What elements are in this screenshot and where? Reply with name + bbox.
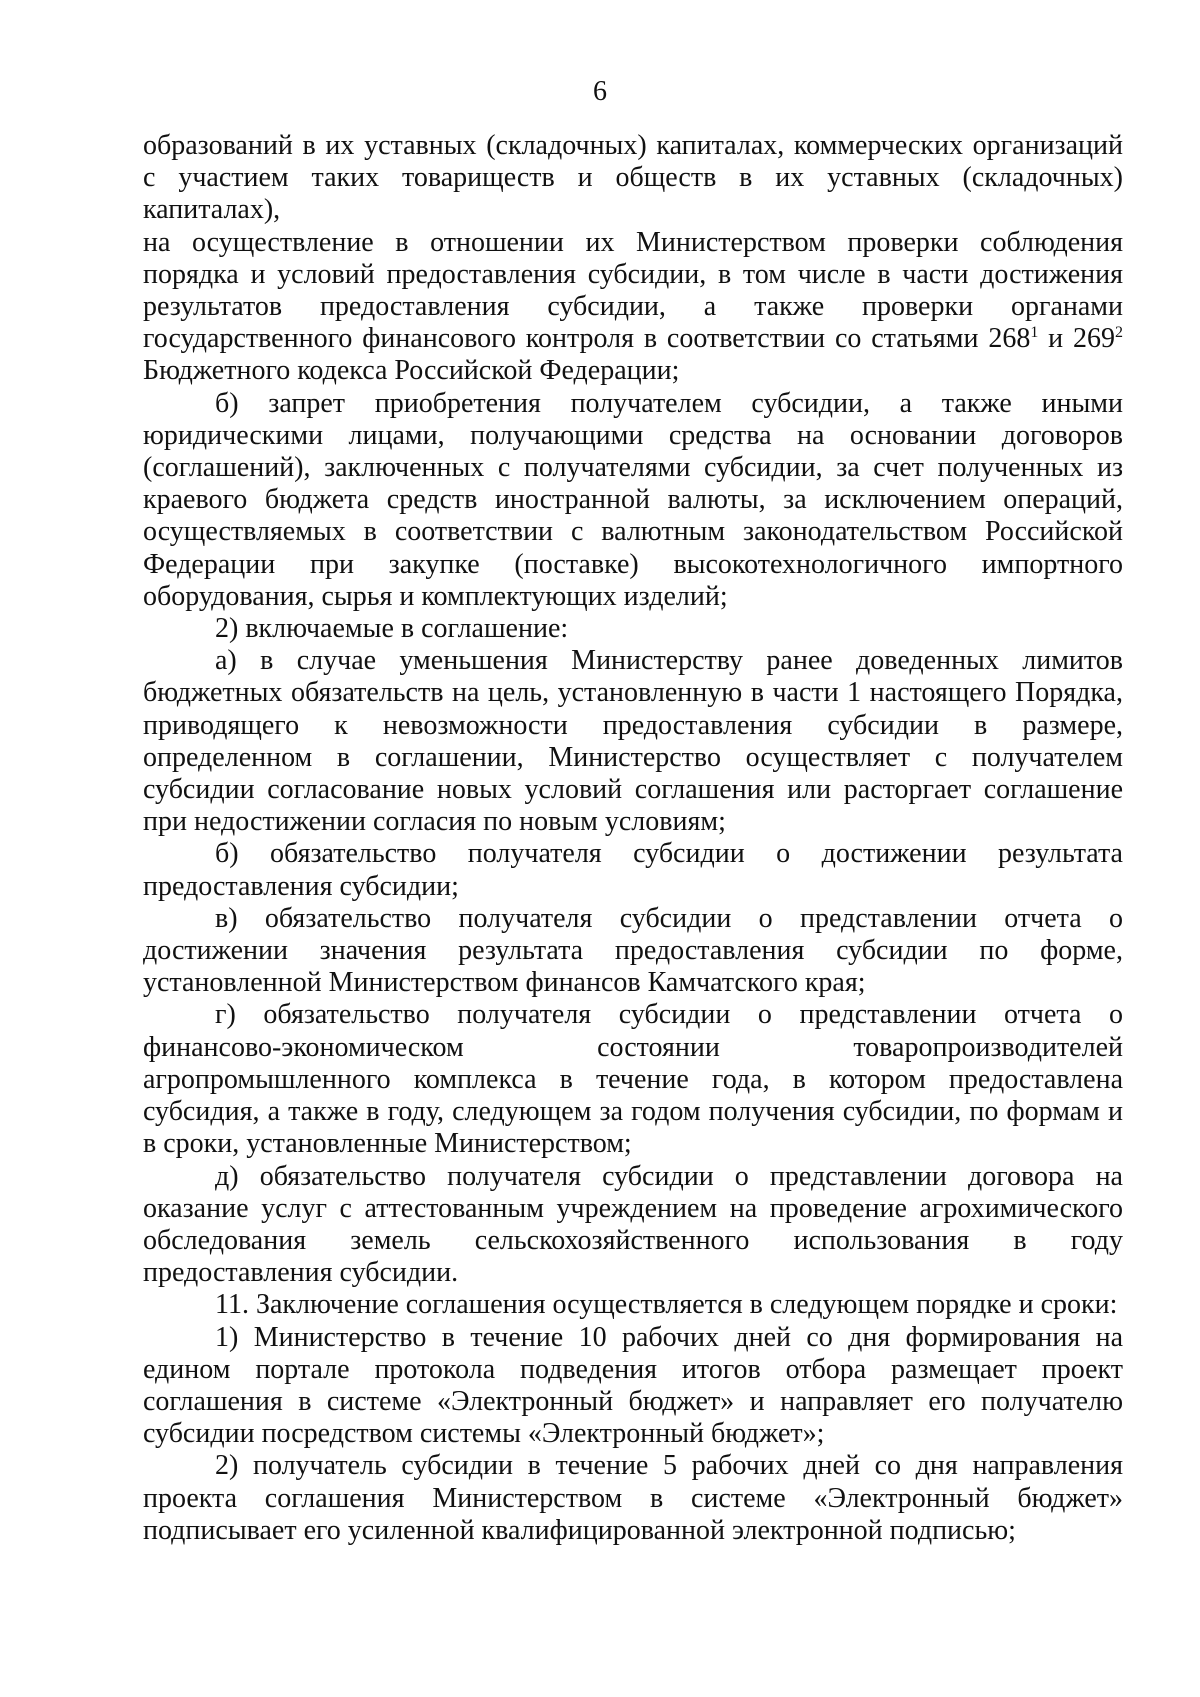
page-number: 6 xyxy=(593,76,607,107)
document-body xyxy=(143,130,1123,1547)
statute-reference-text: государственного финансового контроля в соответствии со статьями 268 xyxy=(143,323,1031,355)
paragraph-b-currency-ban: б) запрет приобретения получателем субсидии, а также иными юридическими лицами, получающими средства на основании договоров (соглашений), заключенных с получателями субсидии, за счет полученных из краевого бюджета средств иностранной валюты, за исключением операций, осуществляемых в соответствии с валютным законодательством Российской Федерации при закупке (поставке) высокотехнологичного импортного оборудования, сырья и комплектующих изделий; xyxy=(143,387,1123,612)
paragraph-1-ministry-draft: 1) Министерство в течение 10 рабочих дней со дня формирования на едином портале протокола подведения итогов отбора размещает проект соглашения в системе «Электронный бюджет» и направляет его получателю субсидии посредством системы «Электронный бюджет»; xyxy=(143,1321,1123,1450)
paragraph-continuation-line-2: с участием таких товариществ и обществ в их уставных (складочных) капиталах), xyxy=(143,162,1123,226)
paragraph-b-result-obligation: б) обязательство получателя субсидии о достижении результата предоставления субсидии; xyxy=(143,838,1123,902)
footnote-superscript-2: 2 xyxy=(1115,324,1123,342)
footnote-superscript-1: 1 xyxy=(1030,324,1039,342)
paragraph-continuation-line-7: Бюджетного кодекса Российской Федерации; xyxy=(143,355,680,387)
paragraph-continuation-line-1: образований в их уставных (складочных) капиталах, коммерческих организаций xyxy=(143,130,1123,161)
paragraph-2-recipient-signs: 2) получатель субсидии в течение 5 рабочих дней со дня направления проекта соглашения Министерством в системе «Электронный бюджет» подписывает его усиленной квалифицированной электронной подписью; xyxy=(143,1450,1123,1546)
statute-reference-text-2: и 269 xyxy=(1038,323,1115,355)
paragraph-d-agrochemical-contract: д) обязательство получателя субсидии о представлении договора на оказание услуг с аттестованным учреждением на проведение агрохимического обследования земель сельскохозяйственного использования в году предоставления субсидии. xyxy=(143,1160,1123,1289)
paragraph-11-agreement-procedure: 11. Заключение соглашения осуществляется в следующем порядке и сроки: xyxy=(215,1289,1118,1321)
paragraph-continuation-line-5: результатов предоставления субсидии, а также проверки органами xyxy=(143,291,1123,323)
paragraph-continuation-line-4: порядка и условий предоставления субсидии, в том числе в части достижения xyxy=(143,258,1123,290)
paragraph-g-financial-report: г) обязательство получателя субсидии о представлении отчета о финансово-экономическом состоянии товаропроизводителей агропромышленного комплекса в течение года, в котором предоставлена субсидия, а также в году, следующем за годом получения субсидии, по формам и в сроки, установленные Министерством; xyxy=(143,999,1123,1160)
paragraph-2-included: 2) включаемые в соглашение: xyxy=(215,613,569,645)
paragraph-v-report-obligation: в) обязательство получателя субсидии о представлении отчета о достижении значения результата предоставления субсидии по форме, установленной Министерством финансов Камчатского края; xyxy=(143,902,1123,999)
paragraph-continuation-line-6 xyxy=(143,323,1123,355)
paragraph-a-limits: а) в случае уменьшения Министерству ранее доведенных лимитов бюджетных обязательств на цель, установленную в части 1 настоящего Порядка, приводящего к невозможности предоставления субсидии в размере, определенном в соглашении, Министерство осуществляет с получателем субсидии согласование новых условий соглашения или расторгает соглашение при недостижении согласия по новым условиям; xyxy=(143,645,1123,838)
paragraph-continuation-line-3: на осуществление в отношении их Министерством проверки соблюдения xyxy=(143,226,1123,258)
